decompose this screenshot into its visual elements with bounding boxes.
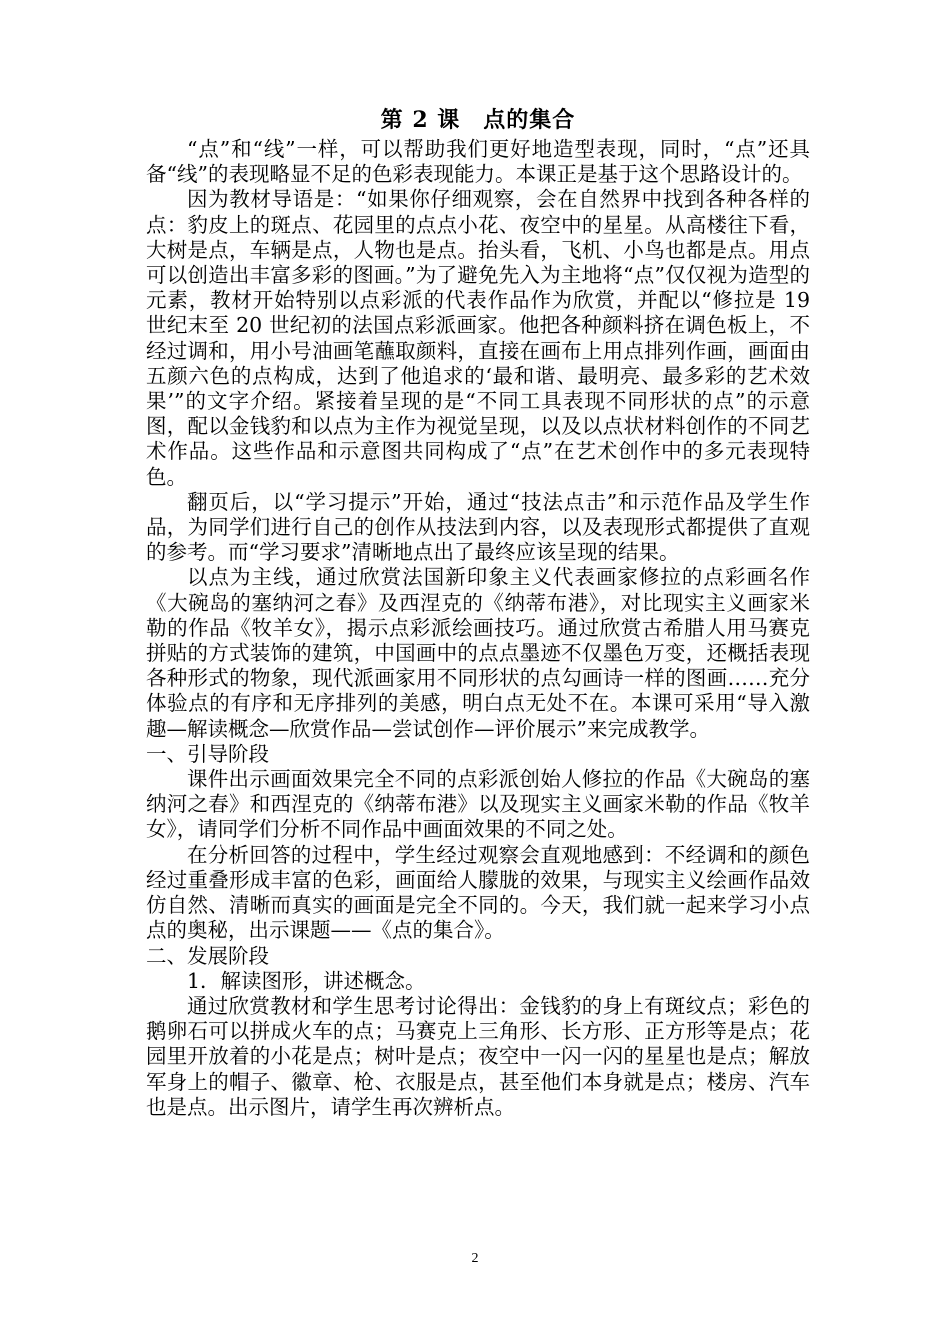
guide-paragraph-2: 在分析回答的过程中，学生经过观察会直观地感到：不经调和的颜色经过重叠形成丰富的色彩，画面给人朦胧的效果，与现实主义绘画作品效仿自然、清晰而真实的画面是完全不同的。今天，我们就一起来学习小点点的奥秘，出示课题——《点的集合》。 bbox=[146, 842, 810, 943]
page-title: 第 2 课 点的集合 bbox=[380, 107, 576, 133]
develop-paragraph-1: 通过欣赏教材和学生思考讨论得出：金钱豹的身上有斑纹点；彩色的鹅卵石可以拼成火车的点；马赛克上三角形、长方形、正方形等是点；花园里开放着的小花是点；树叶是点；夜空中一闪一闪的星星也是点；解放军身上的帽子、徽章、枪、衣服是点，甚至他们本身就是点；楼房、汽车也是点。出示图片，请学生再次辨析点。 bbox=[146, 993, 810, 1119]
develop-subheading: 1．解读图形，讲述概念。 bbox=[187, 968, 426, 993]
intro-paragraph-2: 因为教材导语是：“如果你仔细观察，会在自然界中找到各种各样的点：豹皮上的斑点、花园里的点点小花、夜空中的星星。从高楼往下看，大树是点，车辆是点，人物也是点。抬头看，飞机、小鸟也都是点。用点可以创造出丰富多彩的图画。”为了避免先入为主地将“点”仅仅视为造型的元素，教材开始特别以点彩派的代表作品作为欣赏，并配以“修拉是 19 世纪末至 20 世纪初的法国点彩派画家。他把各种颜料挤在调色板上，不经过调和，用小号油画笔蘸取颜料，直接在画布上用点排列作画，画面由五颜六色的点构成，达到了他追求的‘最和谐、最明亮、最多彩的艺术效果’”的文字介绍。紧接着呈现的是“不同工具表现不同形状的点”的示意图，配以金钱豹和以点为主作为视觉呈现，以及以点状材料创作的不同艺术作品。这些作品和示意图共同构成了“点”在艺术创作中的多元表现特色。 bbox=[146, 187, 810, 489]
intro-paragraph-3: 翻页后，以“学习提示”开始，通过“技法点击”和示范作品及学生作品，为同学们进行自己的创作从技法到内容，以及表现形式都提供了直观的参考。而“学习要求”清晰地点出了最终应该呈现的结果。 bbox=[146, 489, 810, 565]
section-heading-develop: 二、发展阶段 bbox=[146, 943, 269, 968]
guide-paragraph-1: 课件出示画面效果完全不同的点彩派创始人修拉的作品《大碗岛的塞纳河之春》和西涅克的《纳蒂布港》以及现实主义画家米勒的作品《牧羊女》，请同学们分析不同作品中画面效果的不同之处。 bbox=[146, 767, 810, 842]
intro-paragraph-4: 以点为主线，通过欣赏法国新印象主义代表画家修拉的点彩画名作《大碗岛的塞纳河之春》及西涅克的《纳蒂布港》，对比现实主义画家米勒的作品《牧羊女》，揭示点彩派绘画技巧。通过欣赏古希腊人用马赛克拼贴的方式装饰的建筑，中国画中的点点墨迹不仅墨色万变，还概括表现各种形式的物象，现代派画家用不同形状的点勾画诗一样的图画……充分体验点的有序和无序排列的美感，明白点无处不在。本课可采用“导入激趣—解读概念—欣赏作品—尝试创作—评价展示”来完成教学。 bbox=[146, 565, 810, 741]
section-heading-guide: 一、引导阶段 bbox=[146, 741, 269, 766]
document-body bbox=[146, 103, 810, 1120]
page-number: 2 bbox=[471, 1251, 479, 1266]
intro-paragraph-1: “点”和“线”一样，可以帮助我们更好地造型表现，同时，“点”还具备“线”的表现略显不足的色彩表现能力。本课正是基于这个思路设计的。 bbox=[146, 137, 810, 187]
